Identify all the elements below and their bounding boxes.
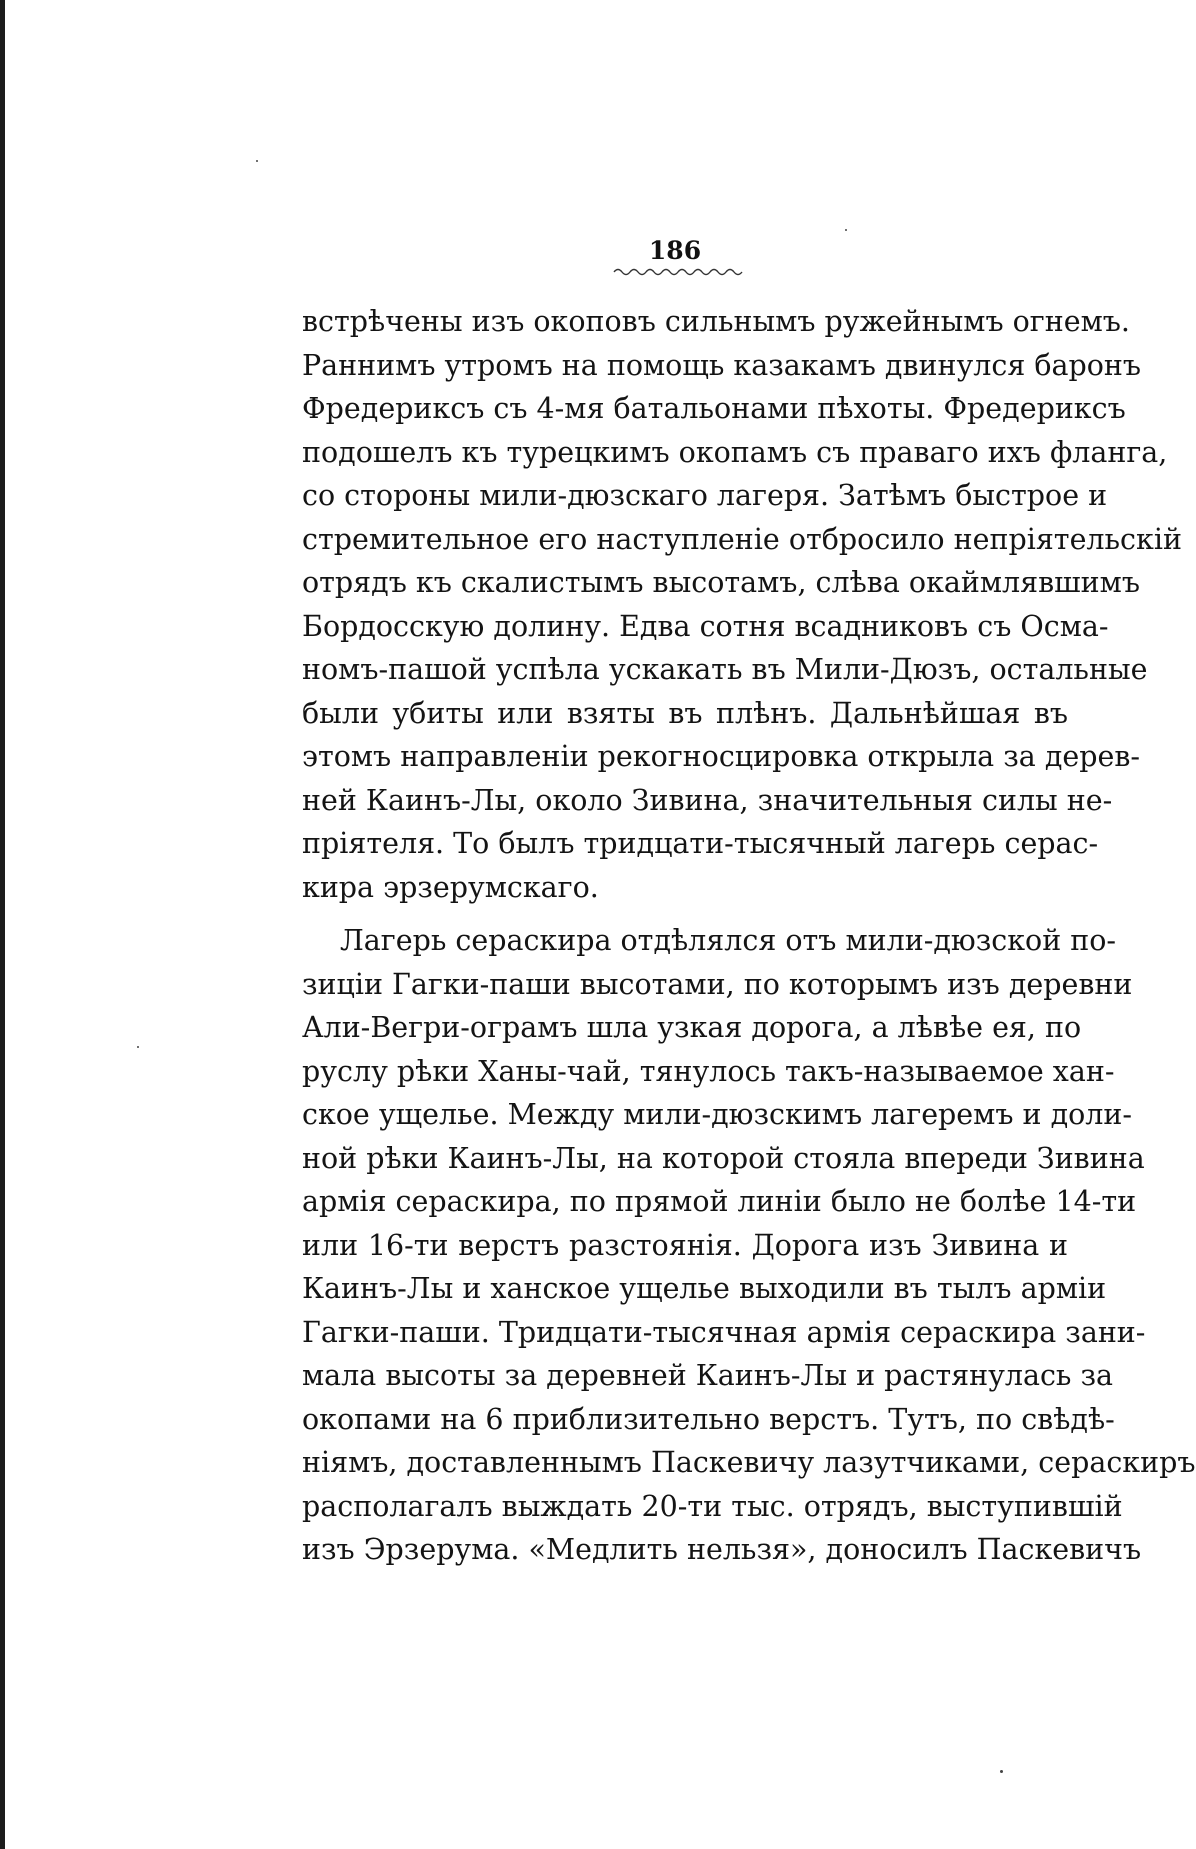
paragraph <box>302 919 1196 1572</box>
text-line: Лагерь сераскира отдѣлялся отъ мили-дюзской по- <box>340 924 1117 957</box>
text-line: ніямъ, доставленнымъ Паскевичу лазутчиками, сераскиръ <box>302 1446 1196 1479</box>
text-line: ной рѣки Каинъ-Лы, на которой стояла впереди Зивина <box>302 1141 1145 1175</box>
scan-speck <box>137 1046 139 1048</box>
text-line: этомъ направленіи рекогносцировка открыла за дерев- <box>302 740 1141 773</box>
scan-speck <box>1000 1770 1003 1773</box>
text-line: руслу рѣки Ханы-чай, тянулось такъ-называемое хан- <box>302 1054 1115 1088</box>
text-line: располагалъ выждать 20-ти тыс. отрядъ, выступившій <box>302 1489 1123 1523</box>
paragraph <box>302 300 1182 909</box>
scan-speck <box>256 160 258 162</box>
text-line: стремительное его наступленіе отбросило непріятельскій <box>302 522 1182 556</box>
text-line: Каинъ-Лы и ханское ущелье выходили въ тылъ арміи <box>302 1272 1107 1305</box>
text-line: Фредериксъ съ 4-мя батальонами пѣхоты. Фредериксъ <box>302 392 1126 425</box>
text-line: Али-Вегри-ограмъ шла узкая дорога, а лѣвѣе ея, по <box>302 1011 1082 1044</box>
text-line: Гагки-паши. Тридцати-тысячная армія сераскира зани- <box>302 1315 1146 1349</box>
page-number-ornament <box>612 266 742 278</box>
text-line: подошелъ къ турецкимъ окопамъ съ праваго ихъ фланга, <box>302 435 1168 469</box>
text-line: кира эрзерумскаго. <box>302 870 599 904</box>
text-line: армія сераскира, по прямой линіи было не болѣе 14-ти <box>302 1185 1137 1218</box>
text-line: номъ-пашой успѣла ускакать въ Мили-Дюзъ, остальные <box>302 653 1148 686</box>
text-line: изъ Эрзерума. «Медлить нельзя», доносилъ Паскевичъ <box>302 1533 1142 1566</box>
text-line: Раннимъ утромъ на помощь казакамъ двинулся баронъ <box>302 348 1142 382</box>
text-line: отрядъ къ скалистымъ высотамъ, слѣва окаймлявшимъ <box>302 566 1140 599</box>
text-line: пріятеля. То былъ тридцати-тысячный лагерь серас- <box>302 827 1099 860</box>
page-edge-rule <box>0 0 5 1849</box>
text-line: ское ущелье. Между мили-дюзскимъ лагеремъ и доли- <box>302 1098 1133 1131</box>
body-text <box>302 300 1196 1572</box>
page-number: 186 <box>648 236 702 265</box>
text-line: были убиты или взяты въ плѣнъ. Дальнѣйшая въ <box>302 696 1068 730</box>
text-line: или 16-ти верстъ разстоянія. Дорога изъ Зивина и <box>302 1228 1068 1262</box>
paragraph-gap <box>302 909 1068 919</box>
text-line: встрѣчены изъ окоповъ сильнымъ ружейнымъ огнемъ. <box>302 305 1130 338</box>
text-line: Бордосскую долину. Едва сотня всадниковъ съ Осма- <box>302 609 1109 643</box>
text-line: мала высоты за деревней Каинъ-Лы и растянулась за <box>302 1359 1114 1392</box>
text-line: окопами на 6 приблизительно верстъ. Тутъ, по свѣдѣ- <box>302 1402 1115 1436</box>
text-line: зиціи Гагки-паши высотами, по которымъ изъ деревни <box>302 967 1133 1001</box>
text-line: ней Каинъ-Лы, около Зивина, значительныя силы не- <box>302 783 1113 817</box>
text-line: со стороны мили-дюзскаго лагеря. Затѣмъ быстрое и <box>302 479 1108 512</box>
scan-speck <box>845 229 847 231</box>
